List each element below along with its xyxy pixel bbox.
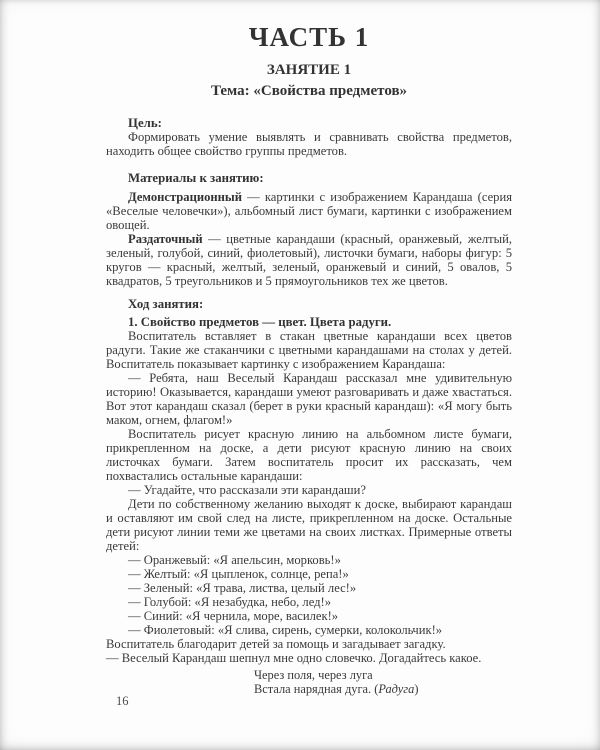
handout-materials-lead: Раздаточный — [128, 232, 203, 246]
page-number: 16 — [116, 694, 129, 708]
riddle-line-2-close: ) — [414, 682, 419, 696]
riddle-line-1: Через поля, через луга — [254, 668, 373, 682]
step1-heading: 1. Свойство предметов — цвет. Цвета радуги. — [128, 315, 392, 329]
dialogue-line-violet: — Фиолетовый: «Я слива, сирень, сумерки, колокольчик!» — [128, 623, 443, 637]
dialogue-line-blue: — Синий: «Я чернила, море, василек!» — [128, 609, 339, 623]
demo-materials-lead: Демонстрационный — [128, 190, 243, 204]
topic-title: Тема: «Свойства предметов» — [210, 83, 408, 99]
riddle-line-2 — [254, 682, 512, 696]
demo-materials-text: — картинки с изображением Карандаша (серия «Веселые человечки»), альбомный лист бумаги, картинки с изображением овощей. — [106, 190, 512, 232]
paragraph: Воспитатель вставляет в стакан цветные карандаши всех цветов радуги. Такие же стаканчики с цветными карандашами на столах у детей. Воспитатель показывает картинку с изображением Карандаша: — [106, 329, 512, 371]
handout-materials-text: — цветные карандаши (красный, оранжевый, желтый, зеленый, голубой, синий, фиолетовый), листочки бумаги, наборы фигур: 5 кругов — красный, желтый, зеленый, оранжевый и синий, 5 овалов, 5 квадратов, 5 треугольников и 5 прямоугольников тех же цветов. — [106, 232, 512, 288]
goal-paragraph: Формировать умение выявлять и сравнивать свойства предметов, находить общее свойство группы предметов. — [106, 130, 512, 158]
dialogue-line-green: — Зеленый: «Я трава, листва, целый лес!» — [128, 581, 357, 595]
dialogue-line: — Угадайте, что рассказали эти карандаши? — [128, 483, 366, 497]
riddle-poem — [254, 668, 512, 696]
riddle-line-2-text: Встала нарядная дуга. ( — [254, 682, 379, 696]
lesson-title: ЗАНЯТИЕ 1 — [266, 62, 352, 78]
paragraph: Дети по собственному желанию выходят к доске, выбирают карандаш и оставляют им свой след на листе, прикрепленном на доске. Остальные дети рисуют линии теми же цветами на своих листках. Примерные ответы детей: — [106, 497, 512, 553]
dialogue-line: — Ребята, наш Веселый Карандаш рассказал мне удивительную историю! Оказывается, карандаши умеют разговаривать и даже хвастаться. Вот этот карандаш сказал (берет в руки красный карандаш): «Я могу быть маком, огнем, флагом!» — [106, 371, 512, 427]
dialogue-line-yellow: — Желтый: «Я цыпленок, солнце, репа!» — [128, 567, 349, 581]
dialogue-line-lightblue: — Голубой: «Я незабудка, небо, лед!» — [128, 595, 332, 609]
dialogue-line: — Веселый Карандаш шепнул мне одно словечко. Догадайтесь какое. — [106, 651, 482, 665]
page-content — [106, 0, 512, 696]
paragraph: Воспитатель благодарит детей за помощь и загадывает загадку. — [106, 637, 446, 651]
part-title: ЧАСТЬ 1 — [248, 22, 370, 52]
paragraph: Воспитатель рисует красную линию на альбомном листе бумаги, прикрепленном на доске, а дети рисуют красную линию на своих листочках бумаги. Затем воспитатель просит их рассказать, чем похвастались остальные карандаши: — [106, 427, 512, 483]
riddle-answer: Радуга — [378, 682, 415, 696]
handout-materials-paragraph — [106, 232, 512, 288]
demo-materials-paragraph — [106, 190, 512, 232]
course-heading: Ход занятия: — [128, 297, 204, 311]
dialogue-line-orange: — Оранжевый: «Я апельсин, морковь!» — [128, 553, 341, 567]
goal-heading: Цель: — [128, 116, 162, 130]
materials-heading: Материалы к занятию: — [128, 171, 264, 185]
